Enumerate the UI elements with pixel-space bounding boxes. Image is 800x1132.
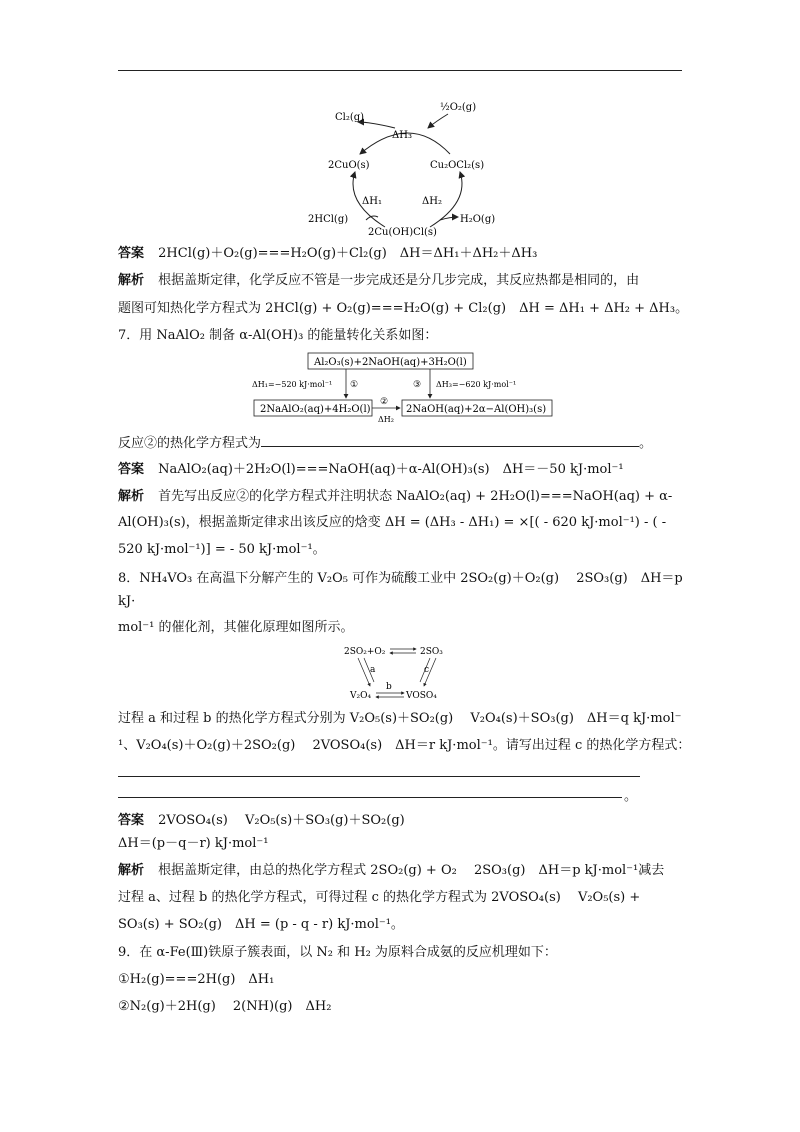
q8-stem-3: mol⁻¹ 的催化剂，其催化原理如图所示。 bbox=[118, 620, 354, 635]
answer-text: 2VOSO₄(s) V₂O₅(s)＋SO₃(g)＋SO₂(g) bbox=[158, 813, 405, 828]
box-left-text: 2NaAlO₂(aq)+4H₂O(l) bbox=[260, 404, 371, 415]
tr-text: 2SO₃ bbox=[420, 647, 443, 657]
q8-answer-2: ΔH＝(p－q－r) kJ·mol⁻¹ bbox=[118, 836, 269, 851]
q9-reaction-2: ②N₂(g)＋2H(g) 2(NH)(g) ΔH₂ bbox=[118, 999, 332, 1014]
analysis-text: 根据盖斯定律，化学反应不管是一步完成还是分几步完成，其反应热都是相同的，由 bbox=[158, 273, 640, 288]
q8-stem-2: kJ· bbox=[118, 594, 136, 609]
q8-period: 。 bbox=[624, 789, 638, 804]
q7-analysis-2: Al(OH)₃(s)，根据盖斯定律求出该反应的焓变 ΔH = (ΔH₃ - ΔH₁) = ×[( - 620 kJ·mol⁻¹) - ( - bbox=[118, 515, 667, 530]
answer-blank-1[interactable] bbox=[118, 776, 640, 777]
q8-diagram bbox=[340, 642, 460, 704]
arrow-o2 bbox=[428, 114, 448, 128]
dh1-text: ΔH₁=−520 kJ·mol⁻¹ bbox=[252, 380, 333, 389]
q9-stem: 9．在 α-Fe(Ⅲ)铁原子簇表面，以 N₂ 和 H₂ 为原料合成氨的反应机理如下： bbox=[118, 945, 557, 960]
answer-label: 答案 bbox=[118, 813, 145, 828]
q7-answer bbox=[118, 460, 686, 480]
bl-text: V₂O₄ bbox=[350, 691, 372, 701]
label-cl2: Cl₂(g) bbox=[335, 112, 365, 123]
box-top-text: Al₂O₃(s)+2NaOH(aq)+3H₂O(l) bbox=[314, 357, 467, 368]
c-text: c bbox=[424, 665, 430, 675]
label-cu2ocl2: Cu₂OCl₂(s) bbox=[430, 160, 485, 171]
a-text: a bbox=[370, 665, 376, 675]
label-h2o: H₂O(g) bbox=[460, 214, 496, 225]
answer-blank-2[interactable] bbox=[118, 797, 622, 798]
question-text: 反应②的热化学方程式为 bbox=[118, 436, 262, 451]
q8-stem-1: 8．NH₄VO₃ 在高温下分解产生的 V₂O₅ 可作为硫酸工业中 2SO₂(g)＋O₂(g) 2SO₃(g) ΔH＝p bbox=[118, 571, 683, 586]
analysis-text: 根据盖斯定律，由总的热化学方程式 2SO₂(g) + O₂ 2SO₃(g) ΔH＝p kJ·mol⁻¹减去 bbox=[158, 863, 665, 878]
step1-text: ① bbox=[350, 380, 359, 390]
q8-analysis-3: SO₃(s) + SO₂(g) ΔH = (p - q - r) kJ·mol⁻¹。 bbox=[118, 917, 404, 932]
q6-analysis-1 bbox=[118, 271, 686, 291]
b-text: b bbox=[386, 682, 392, 692]
q7-stem: 7．用 NaAlO₂ 制备 α-Al(OH)₃ 的能量转化关系如图： bbox=[118, 328, 438, 343]
period: 。 bbox=[639, 436, 653, 451]
q6-analysis-2: 题图可知热化学方程式为 2HCl(g) + O₂(g)===H₂O(g) + Cl₂(g) ΔH = ΔH₁ + ΔH₂ + ΔH₃。 bbox=[118, 301, 689, 316]
q8-analysis-2: 过程 a、过程 b 的热化学方程式，可得过程 c 的热化学方程式为 2VOSO₄(s) V₂O₅(s) + bbox=[118, 890, 641, 905]
dh2-text: ΔH₂ bbox=[378, 415, 394, 424]
q8-line-1: 过程 a 和过程 b 的热化学方程式分别为 V₂O₅(s)＋SO₂(g) V₂O₄(s)＋SO₃(g) ΔH＝q kJ·mol⁻ bbox=[118, 711, 682, 726]
label-cuo: 2CuO(s) bbox=[328, 160, 370, 171]
box-right-text: 2NaOH(aq)+2α−Al(OH)₃(s) bbox=[406, 404, 547, 415]
label-hcl: 2HCl(g) bbox=[308, 214, 349, 225]
analysis-label: 解析 bbox=[118, 489, 145, 504]
answer-label: 答案 bbox=[118, 462, 145, 477]
dh3-text: ΔH₃=−620 kJ·mol⁻¹ bbox=[436, 380, 517, 389]
step2-text: ② bbox=[380, 397, 389, 407]
header-rule bbox=[118, 70, 682, 71]
q7-question bbox=[118, 434, 686, 454]
q7-analysis-1 bbox=[118, 487, 686, 507]
br-text: VOSO₄ bbox=[406, 691, 437, 701]
label-cuohcl: 2Cu(OH)Cl(s) bbox=[368, 227, 437, 237]
label-half-o2: ½O₂(g) bbox=[440, 102, 477, 113]
answer-text: 2HCl(g)＋O₂(g)===H₂O(g)＋Cl₂(g) ΔH＝ΔH₁＋ΔH₂＋ΔH₃ bbox=[158, 246, 538, 261]
label-dh2: ΔH₂ bbox=[422, 196, 442, 207]
q8-answer bbox=[118, 811, 686, 831]
q7-diagram bbox=[250, 350, 560, 426]
cycle-diagram bbox=[300, 92, 530, 237]
tl-text: 2SO₂+O₂ bbox=[344, 647, 386, 657]
analysis-text: 首先写出反应②的化学方程式并注明状态 NaAlO₂(aq) + 2H₂O(l)===NaOH(aq) + α- bbox=[158, 489, 673, 504]
q6-answer bbox=[118, 244, 686, 264]
q8-line-2: ¹、V₂O₄(s)＋O₂(g)＋2SO₂(g) 2VOSO₄(s) ΔH＝r kJ·mol⁻¹。请写出过程 c 的热化学方程式： bbox=[118, 738, 691, 753]
analysis-label: 解析 bbox=[118, 863, 145, 878]
step3-text: ③ bbox=[413, 380, 422, 390]
q8-analysis-1 bbox=[118, 861, 686, 881]
answer-text: NaAlO₂(aq)＋2H₂O(l)===NaOH(aq)＋α-Al(OH)₃(s) ΔH＝－50 kJ·mol⁻¹ bbox=[158, 462, 624, 477]
q7-analysis-3: 520 kJ·mol⁻¹)] = - 50 kJ·mol⁻¹。 bbox=[118, 542, 326, 557]
label-dh3: ΔH₃ bbox=[392, 130, 412, 141]
answer-blank[interactable] bbox=[261, 434, 639, 447]
answer-label: 答案 bbox=[118, 246, 145, 261]
q9-reaction-1: ①H₂(g)===2H(g) ΔH₁ bbox=[118, 972, 275, 987]
analysis-label: 解析 bbox=[118, 273, 145, 288]
label-dh1: ΔH₁ bbox=[362, 196, 382, 207]
